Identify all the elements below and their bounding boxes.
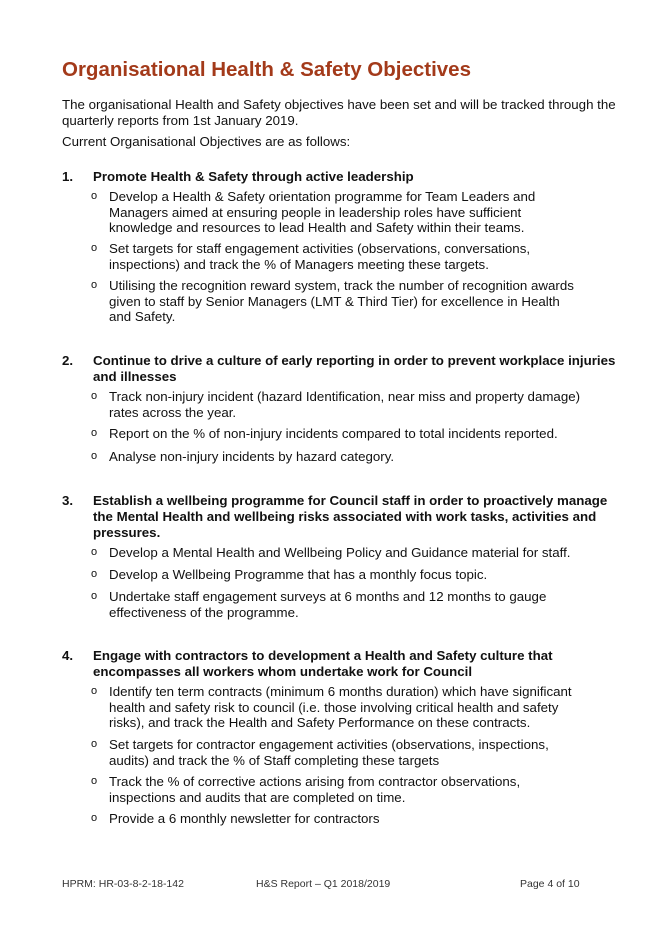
objective-heading [62, 648, 622, 680]
objective-heading [62, 169, 622, 185]
bullet-icon: o [91, 427, 98, 439]
intro-lead-in: Current Organisational Objectives are as follows: [62, 134, 351, 149]
intro-paragraph: The organisational Health and Safety objectives have been set and will be tracked through the quarterly reports from 1st January 2019. [62, 97, 616, 128]
objective-title: Establish a wellbeing programme for Council staff in order to proactively manage the Mental Health and wellbeing risks associated with work tasks, activities and pressures. [93, 493, 608, 540]
objective-number: 3. [62, 493, 74, 508]
bullet-icon: o [91, 279, 98, 291]
list-item-text: Undertake staff engagement surveys at 6 months and 12 months to gauge effectiveness of the programme. [109, 589, 547, 620]
list-item-text: Develop a Health & Safety orientation programme for Team Leaders and Managers aimed at ensuring people in leadership roles have sufficient knowledge and resources to lead Health and Safety within their teams. [109, 189, 536, 235]
list-item [91, 389, 581, 420]
list-item [91, 449, 581, 465]
list-item-text: Set targets for contractor engagement activities (observations, inspections, audits) and track the % of Staff completing these targets [109, 737, 549, 768]
list-item-text: Develop a Mental Health and Wellbeing Policy and Guidance material for staff. [109, 545, 571, 560]
list-item-text: Utilising the recognition reward system, track the number of recognition awards given to staff by Senior Managers (LMT & Third Tier) for excellence in Health and Safety. [109, 278, 574, 324]
list-item [91, 426, 581, 442]
list-item-text: Track non-injury incident (hazard Identification, near miss and property damage) rates across the year. [109, 389, 581, 420]
objective-title: Promote Health & Safety through active leadership [93, 169, 414, 184]
bullet-icon: o [91, 450, 98, 462]
objective-heading [62, 493, 622, 541]
objective-heading [62, 353, 622, 385]
list-item-text: Track the % of corrective actions arising from contractor observations, inspections and audits that are completed on time. [109, 774, 521, 805]
list-item [91, 811, 581, 827]
list-item [91, 774, 581, 805]
bullet-icon: o [91, 568, 98, 580]
list-item [91, 241, 581, 272]
footer-page-number: Page 4 of 10 [520, 878, 580, 890]
list-item-text: Set targets for staff engagement activities (observations, conversations, inspections) and track the % of Managers meeting these targets. [109, 241, 531, 272]
objective-title: Engage with contractors to development a Health and Safety culture that encompasses all workers whom undertake work for Council [93, 648, 553, 679]
bullet-icon: o [91, 738, 98, 750]
list-item [91, 189, 581, 236]
bullet-icon: o [91, 812, 98, 824]
objective-title: Continue to drive a culture of early reporting in order to prevent workplace injuries and illnesses [93, 353, 616, 384]
list-item [91, 737, 581, 768]
list-item-text: Identify ten term contracts (minimum 6 months duration) which have significant health and safety risk to council (i.e. those involving critical health and safety risks), and track the Health and Safety Performance on these contracts. [109, 684, 572, 730]
bullet-icon: o [91, 242, 98, 254]
bullet-icon: o [91, 685, 98, 697]
bullet-icon: o [91, 190, 98, 202]
footer-report-title: H&S Report – Q1 2018/2019 [256, 878, 391, 890]
bullet-icon: o [91, 775, 98, 787]
list-item [91, 567, 581, 583]
list-item-text: Provide a 6 monthly newsletter for contractors [109, 811, 380, 826]
footer-reference: HPRM: HR-03-8-2-18-142 [62, 878, 184, 890]
objective-number: 4. [62, 648, 74, 663]
objective-number: 1. [62, 169, 74, 184]
bullet-icon: o [91, 546, 98, 558]
list-item [91, 589, 581, 620]
list-item-text: Report on the % of non-injury incidents compared to total incidents reported. [109, 426, 558, 441]
list-item-text: Analyse non-injury incidents by hazard category. [109, 449, 395, 464]
bullet-icon: o [91, 590, 98, 602]
list-item [91, 684, 581, 731]
list-item [91, 278, 581, 325]
page-title: Organisational Health & Safety Objectives [62, 58, 471, 81]
list-item-text: Develop a Wellbeing Programme that has a monthly focus topic. [109, 567, 488, 582]
list-item [91, 545, 581, 561]
objective-number: 2. [62, 353, 74, 368]
bullet-icon: o [91, 390, 98, 402]
